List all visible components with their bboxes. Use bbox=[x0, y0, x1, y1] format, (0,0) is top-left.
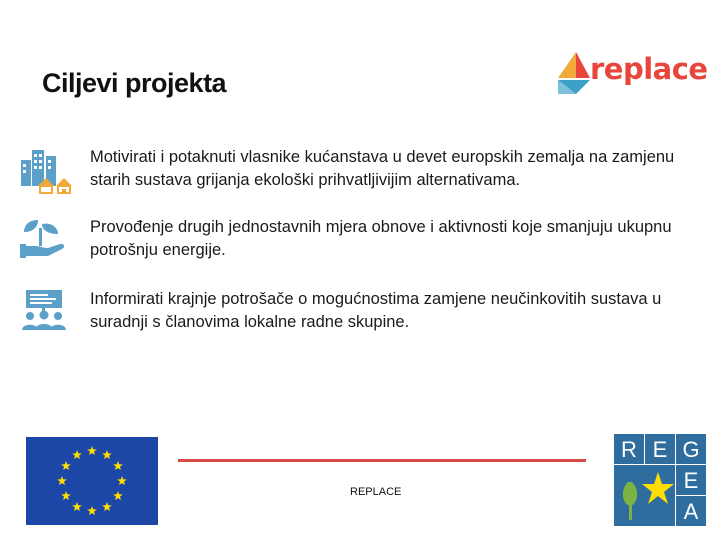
plant-in-hand-icon bbox=[18, 216, 74, 262]
eu-star-icon bbox=[61, 491, 71, 500]
replace-logo bbox=[556, 50, 706, 96]
eu-star-icon bbox=[57, 476, 67, 485]
eu-star-icon bbox=[61, 461, 71, 470]
eu-star-icon bbox=[87, 446, 97, 455]
eu-star-icon bbox=[87, 506, 97, 515]
objective-text: Motivirati i potaknuti vlasnike kućanstava u devet europskih zemalja na zamjenu starih sustava grijanja ekološki prihvatljivijim alternativama. bbox=[90, 148, 675, 189]
eu-star-icon bbox=[113, 461, 123, 470]
eu-star-icon bbox=[102, 450, 112, 459]
regea-letter: E bbox=[652, 437, 668, 462]
city-houses-icon bbox=[18, 148, 74, 194]
eu-star-icon bbox=[102, 502, 112, 511]
eu-star-icon bbox=[72, 450, 82, 459]
objective-text: Informirati krajnje potrošače o mogućnostima zamjene neučinkovitih sustava u suradnji s članovima lokalne radne skupine. bbox=[90, 290, 662, 331]
eu-star-icon bbox=[113, 491, 123, 500]
regea-letter: R bbox=[621, 437, 637, 462]
objective-text: Provođenje drugih jednostavnih mjera obnove i aktivnosti koje smanjuju ukupnu potrošnju energije. bbox=[90, 218, 672, 259]
replace-logo-wordmark: replace bbox=[590, 52, 708, 86]
footer-label: REPLACE bbox=[350, 486, 402, 498]
regea-letter: E bbox=[683, 468, 699, 493]
regea-letter: A bbox=[683, 499, 699, 524]
page-title: Ciljevi projekta bbox=[42, 68, 227, 98]
footer-divider bbox=[178, 459, 586, 462]
regea-letter: G bbox=[682, 437, 700, 462]
eu-star-icon bbox=[117, 476, 127, 485]
regea-logo bbox=[614, 434, 706, 526]
eu-flag-icon bbox=[26, 437, 158, 525]
presentation-audience-icon bbox=[18, 288, 74, 334]
eu-star-icon bbox=[72, 502, 82, 511]
